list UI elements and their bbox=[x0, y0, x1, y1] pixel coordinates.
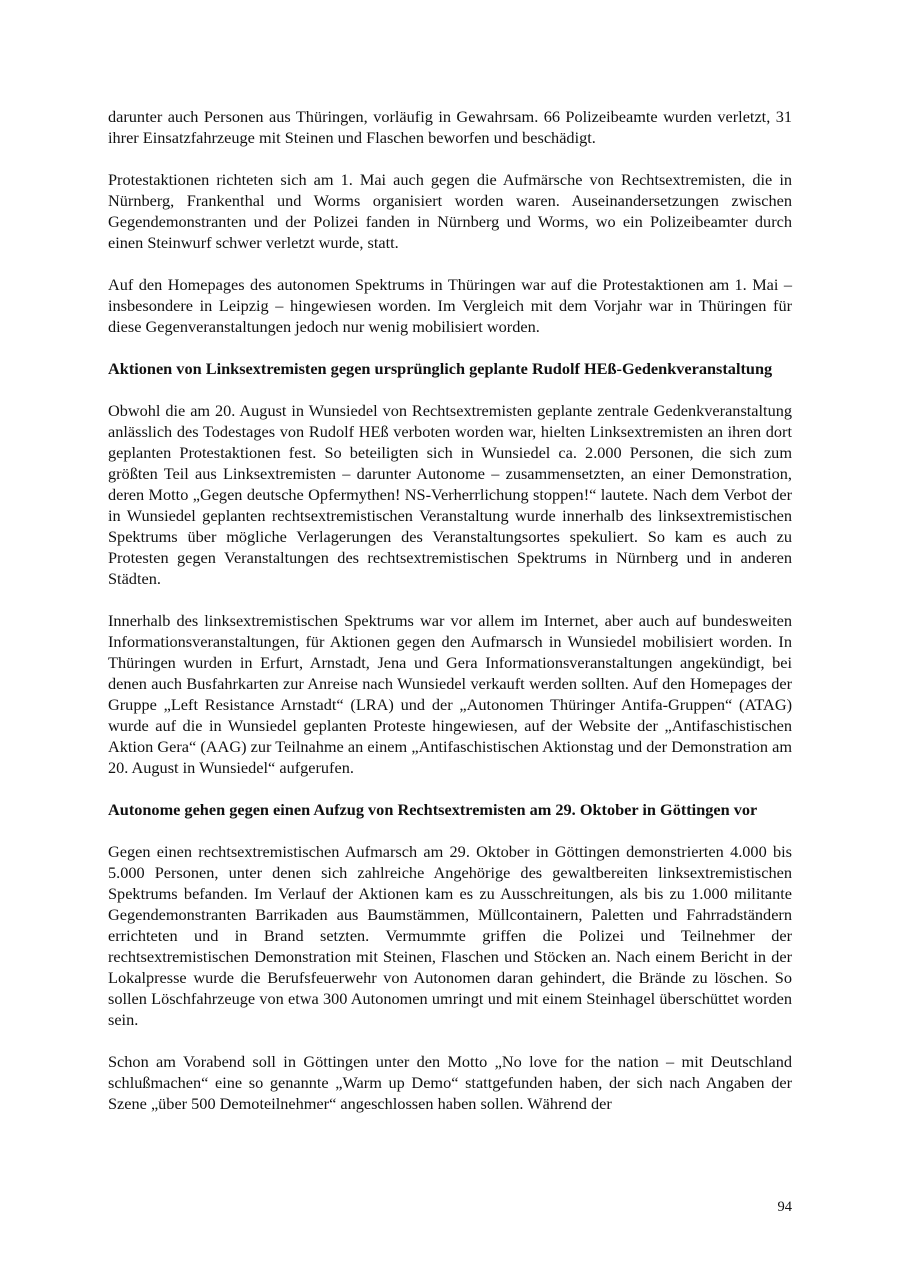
paragraph-homepages-autonome: Auf den Homepages des autonomen Spektrums in Thüringen war auf die Protestaktionen am 1. Mai – insbesondere in Leipzig – hingewiesen worden. Im Vergleich mit dem Vorjahr war in Thüringen für diese Gegenveranstaltungen jedoch nur wenig mobilisiert worden. bbox=[108, 275, 792, 336]
heading-hess-gedenkveranstaltung: Aktionen von Linksextremisten gegen ursprünglich geplante Rudolf HEß-Gedenkveranstaltung bbox=[108, 359, 773, 378]
paragraph-wunsiedel-20-august: Obwohl die am 20. August in Wunsiedel von Rechtsextremisten geplante zentrale Gedenkveranstaltung anlässlich des Todestages von Rudolf HEß verboten worden war, hielten Linksextremisten an ihren dort geplanten Protestaktionen fest. So beteiligten sich in Wunsiedel ca. 2.000 Personen, die sich zum größten Teil aus Linksextremisten – darunter Autonome – zusammensetzten, an einer Demonstration, deren Motto „Gegen deutsche Opfermythen! NS-Verherrlichung stoppen!“ lautete. Nach dem Verbot der in Wunsiedel geplanten rechtsextremistischen Veranstaltung wurde innerhalb des linksextremistischen Spektrums über mögliche Verlagerungen des Veranstaltungsortes spekuliert. So kam es auch zu Protesten gegen Veranstaltungen des rechtsextremistischen Spektrums in Nürnberg und in anderen Städten. bbox=[108, 401, 792, 588]
paragraph-goettingen-aufmarsch: Gegen einen rechtsextremistischen Aufmarsch am 29. Oktober in Göttingen demonstrierten 4.000 bis 5.000 Personen, unter denen sich zahlreiche Angehörige des gewaltbereiten linksextremistischen Spektrums befanden. Im Verlauf der Aktionen kam es zu Ausschreitungen, als bis zu 1.000 militante Gegendemonstranten Barrikaden aus Baumstämmen, Müllcontainern, Paletten und Fahrradständern errichteten und in Brand setzten. Vermummte griffen die Polizei und Teilnehmer der rechtsextremistischen Demonstration mit Steinen, Flaschen und Stöcken an. Nach einem Bericht in der Lokalpresse wurde die Berufsfeuerwehr von Autonomen daran gehindert, die Brände zu löschen. So sollen Löschfahrzeuge von etwa 300 Autonomen umringt und mit einem Steinhagel überschüttet worden sein. bbox=[108, 842, 792, 1029]
heading-goettingen-29-oktober: Autonome gehen gegen einen Aufzug von Rechtsextremisten am 29. Oktober in Göttingen vor bbox=[108, 800, 758, 819]
paragraph-mobilisierung-internet: Innerhalb des linksextremistischen Spektrums war vor allem im Internet, aber auch auf bundesweiten Informationsveranstaltungen, für Aktionen gegen den Aufmarsch in Wunsiedel mobilisiert worden. In Thüringen wurden in Erfurt, Arnstadt, Jena und Gera Informationsveranstaltungen angekündigt, bei denen auch Busfahrkarten zur Anreise nach Wunsiedel verkauft werden sollten. Auf den Homepages der Gruppe „Left Resistance Arnstadt“ (LRA) und der „Autonomen Thüringer Antifa-Gruppen“ (ATAG) wurde auf die in Wunsiedel geplanten Proteste hingewiesen, auf der Website der „Antifaschistischen Aktion Gera“ (AAG) zur Teilnahme an einem „Antifaschistischen Aktionstag und der Demonstration am 20. August in Wunsiedel“ aufgerufen. bbox=[108, 611, 792, 777]
paragraph-warm-up-demo: Schon am Vorabend soll in Göttingen unter den Motto „No love for the nation – mit Deutschland schlußmachen“ eine so genannte „Warm up Demo“ stattgefunden haben, der sich nach Angaben der Szene „über 500 Demoteilnehmer“ angeschlossen haben sollen. Während der bbox=[108, 1052, 792, 1113]
paragraph-protestaktionen-1-mai: Protestaktionen richteten sich am 1. Mai auch gegen die Aufmärsche von Rechtsextremisten, die in Nürnberg, Frankenthal und Worms organisiert worden waren. Auseinandersetzungen zwischen Gegendemonstranten und der Polizei fanden in Nürnberg und Worms, wo ein Polizeibeamter durch einen Steinwurf schwer verletzt wurde, statt. bbox=[108, 170, 792, 252]
document-page bbox=[108, 106, 792, 1135]
page-number: 94 bbox=[777, 1199, 792, 1215]
paragraph-continued-intro: darunter auch Personen aus Thüringen, vorläufig in Gewahrsam. 66 Polizeibeamte wurden verletzt, 31 ihrer Einsatzfahrzeuge mit Steinen und Flaschen beworfen und beschädigt. bbox=[108, 107, 792, 147]
